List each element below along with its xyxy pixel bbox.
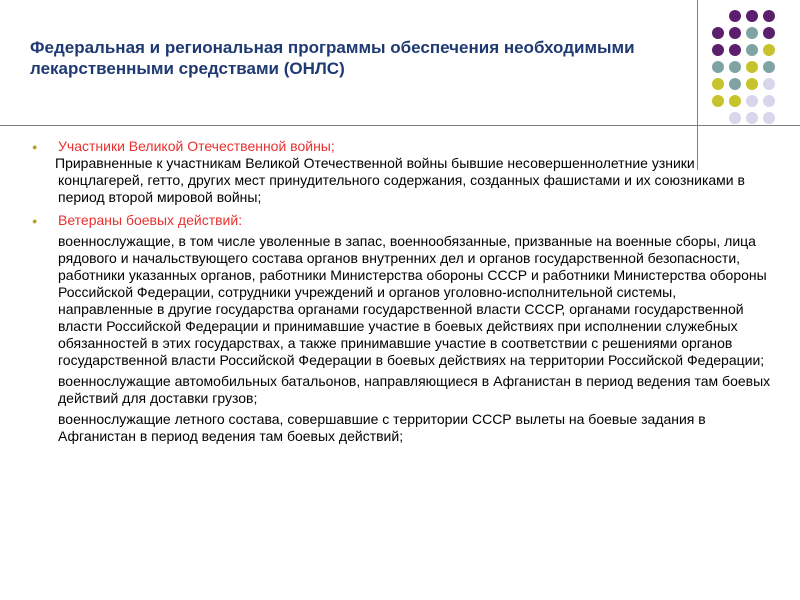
bullet-icon: ●: [32, 216, 38, 226]
decor-dot: [763, 44, 775, 56]
decor-dot: [746, 112, 758, 124]
decor-dot: [729, 95, 741, 107]
decor-dot: [712, 95, 724, 107]
decor-dot: [729, 112, 741, 124]
decor-dot: [746, 61, 758, 73]
decor-dot: [746, 95, 758, 107]
decor-dot: [729, 10, 741, 22]
paragraph: Приравненные к участникам Великой Отечественной войны бывшие несовершеннолетние узники концлагерей, гетто, других мест принудительного содержания, созданных фашистами и их союзниками в период второй мировой войны;: [55, 155, 745, 205]
slide-content: [30, 138, 775, 449]
decor-dot: [712, 44, 724, 56]
decor-dot: [712, 61, 724, 73]
paragraph: военнослужащие летного состава, совершавшие с территории СССР вылеты на боевые задания в Афганистан в период ведения там боевых действий;: [58, 411, 706, 444]
decor-dot: [746, 44, 758, 56]
decor-dot: [763, 61, 775, 73]
decor-dot: [712, 78, 724, 90]
decor-dot: [746, 78, 758, 90]
decor-dot: [763, 112, 775, 124]
decor-dot: [712, 27, 724, 39]
bullet-icon: ●: [32, 142, 38, 152]
bullet-item-combat-veterans: [30, 212, 775, 229]
decor-dot: [763, 27, 775, 39]
decor-dot: [729, 27, 741, 39]
decor-dot: [729, 44, 741, 56]
horizontal-divider: [0, 125, 800, 126]
decor-dot: [729, 78, 741, 90]
decor-dot: [746, 27, 758, 39]
decor-dot: [763, 10, 775, 22]
bullet-heading: Участники Великой Отечественной войны;: [58, 138, 335, 154]
decor-dot: [729, 61, 741, 73]
decor-dot: [763, 78, 775, 90]
decor-dot: [763, 95, 775, 107]
bullet-item-veterans-wwii: [30, 138, 775, 155]
bullet-heading: Ветераны боевых действий:: [58, 212, 243, 228]
paragraph: военнослужащие автомобильных батальонов, направляющиеся в Афганистан в период ведения там боевых действий для доставки грузов;: [58, 373, 771, 406]
paragraph: военнослужащие, в том числе уволенные в запас, военнообязанные, призванные на военные сборы, лица рядового и начальствующего состава органов внутренних дел и органов государственной безопасности, работники указанных органов, работники Министерства обороны СССР и работники Министерства обороны Российской Федерации, сотрудники учреждений и органов уголовно-исполнительной системы, направленные в другие государства органами государственной власти СССР, органами государственной власти Российской Федерации и принимавшие участие в боевых действиях при исполнении служебных обязанностей в этих государствах, а также принимавшие участие в соответствии с решениями органов государственной власти Российской Федерации в боевых действиях на территории Российской Федерации;: [58, 233, 767, 368]
corner-dot-pattern: [712, 10, 800, 130]
slide-title: Федеральная и региональная программы обеспечения необходимыми лекарственными средствами (ОНЛС): [30, 38, 635, 78]
decor-dot: [746, 10, 758, 22]
